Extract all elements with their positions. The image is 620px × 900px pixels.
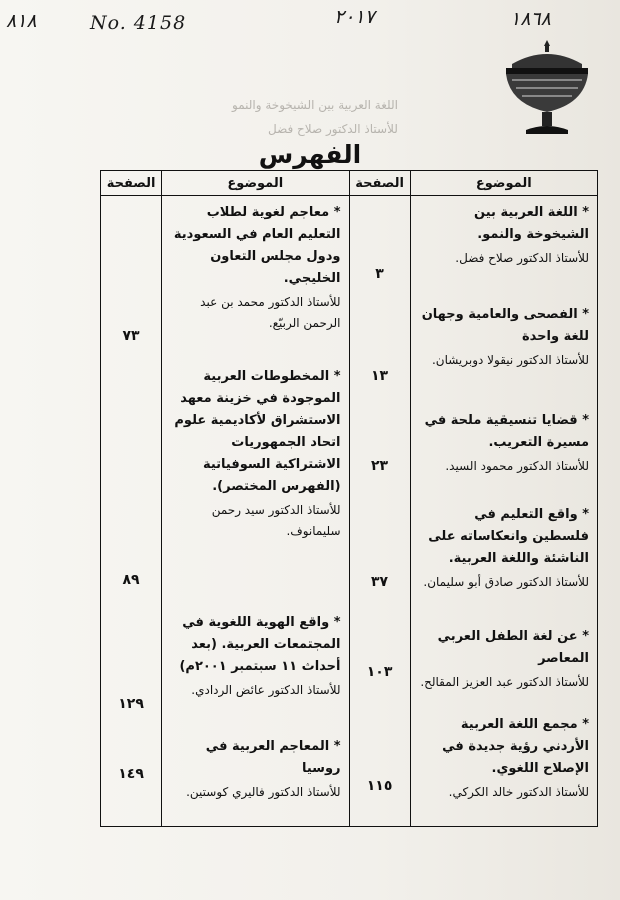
handwritten-catalog-number: No. 4158 xyxy=(90,12,187,34)
list-item xyxy=(162,730,348,802)
page-number: ٣ xyxy=(375,266,384,282)
entry-title: * الفصحى والعامية وجهان للغة واحدة xyxy=(421,307,589,344)
page-number: ١٢٩ xyxy=(118,696,144,712)
entry-author: للأستاذ الدكتور محمد بن عبد الرحمن الربيّع. xyxy=(200,295,341,330)
list-item xyxy=(411,404,597,498)
entry-title: * واقع الهوية اللغوية في المجتمعات العربية. (بعد أحداث ١١ سبتمبر ٢٠٠١م) xyxy=(179,615,341,674)
entry-author: للأستاذ الدكتور عائض الردادي. xyxy=(191,683,341,697)
bleed-through-text: للأستاذ الدكتور صلاح فضل xyxy=(268,122,398,136)
header-topic-right: الموضوع xyxy=(410,171,597,196)
list-item xyxy=(411,498,597,620)
left-pages-column xyxy=(101,196,162,827)
entry-author: للأستاذ الدكتور محمود السيد. xyxy=(445,459,589,473)
list-item xyxy=(411,620,597,708)
list-item xyxy=(411,708,597,826)
entry-title: * اللغة العربية بين الشيخوخة والنمو. xyxy=(474,205,589,242)
entry-title: * قضايا تنسيقية ملحة في مسيرة التعريب. xyxy=(424,413,589,450)
entry-title: * معاجم لغوية لطلاب التعليم العام في السعودية ودول مجلس التعاون الخليجي. xyxy=(173,205,341,286)
page-title: الفهرس xyxy=(258,140,362,169)
entry-author: للأستاذ الدكتور نيقولا دوبريشان. xyxy=(431,353,589,367)
page-number: ١٠٣ xyxy=(366,664,393,680)
page-number: ٧٣ xyxy=(122,328,140,344)
page-number: ٣٧ xyxy=(371,574,389,590)
left-topics-column xyxy=(162,196,349,827)
table-of-contents xyxy=(100,170,598,827)
entry-title: * مجمع اللغة العربية الأردني رؤية جديدة في الإصلاح اللغوي. xyxy=(442,717,589,776)
header-page-right: الصفحة xyxy=(349,171,410,196)
handwritten-mark-right: ١٨٦٨ xyxy=(510,8,551,30)
entry-author: للأستاذ الدكتور فاليري كوستين. xyxy=(186,785,341,799)
entry-author: للأستاذ الدكتور صادق أبو سليمان. xyxy=(423,575,589,589)
list-item xyxy=(162,360,348,606)
entry-author: للأستاذ الدكتور سيد رحمن سليمانوف. xyxy=(211,503,341,538)
list-item xyxy=(411,298,597,404)
handwritten-mark-left: ٨١٨ xyxy=(6,10,37,32)
entry-title: * عن لغة الطفل العربي المعاصر xyxy=(437,629,589,666)
page-number: ٢٣ xyxy=(371,458,389,474)
list-item xyxy=(411,196,597,298)
page-number: ١٣ xyxy=(371,368,389,384)
header-topic-left: الموضوع xyxy=(162,171,349,196)
journal-logo-icon xyxy=(492,34,602,144)
table-body-row xyxy=(101,196,598,827)
page-number: ١١٥ xyxy=(366,778,393,794)
entry-author: للأستاذ الدكتور خالد الكركي. xyxy=(448,785,589,799)
entry-title: * المعاجم العربية في روسيا xyxy=(205,739,341,776)
entry-title: * واقع التعليم في فلسطين وانعكاساته على الناشئة واللغة العربية. xyxy=(428,507,589,566)
entry-author: للأستاذ الدكتور صلاح فضل. xyxy=(455,251,589,265)
bleed-through-text: اللغة العربية بين الشيخوخة والنمو xyxy=(232,98,398,112)
right-topics-column xyxy=(410,196,597,827)
list-item xyxy=(162,606,348,730)
page-number: ١٤٩ xyxy=(118,766,144,782)
table-header-row xyxy=(101,171,598,196)
list-item xyxy=(162,196,348,360)
header-page-left: الصفحة xyxy=(101,171,162,196)
entry-title: * المخطوطات العربية الموجودة في خزينة معهد الاستشراق لأكاديمية علوم اتحاد الجمهوريات الاشتراكية السوفياتية (الفهرس المختصر). xyxy=(174,369,341,494)
right-pages-column xyxy=(349,196,410,827)
page-number: ٨٩ xyxy=(122,572,140,588)
handwritten-year: ٢٠١٧ xyxy=(334,6,375,28)
entry-author: للأستاذ الدكتور عبد العزيز المقالح. xyxy=(420,675,589,689)
